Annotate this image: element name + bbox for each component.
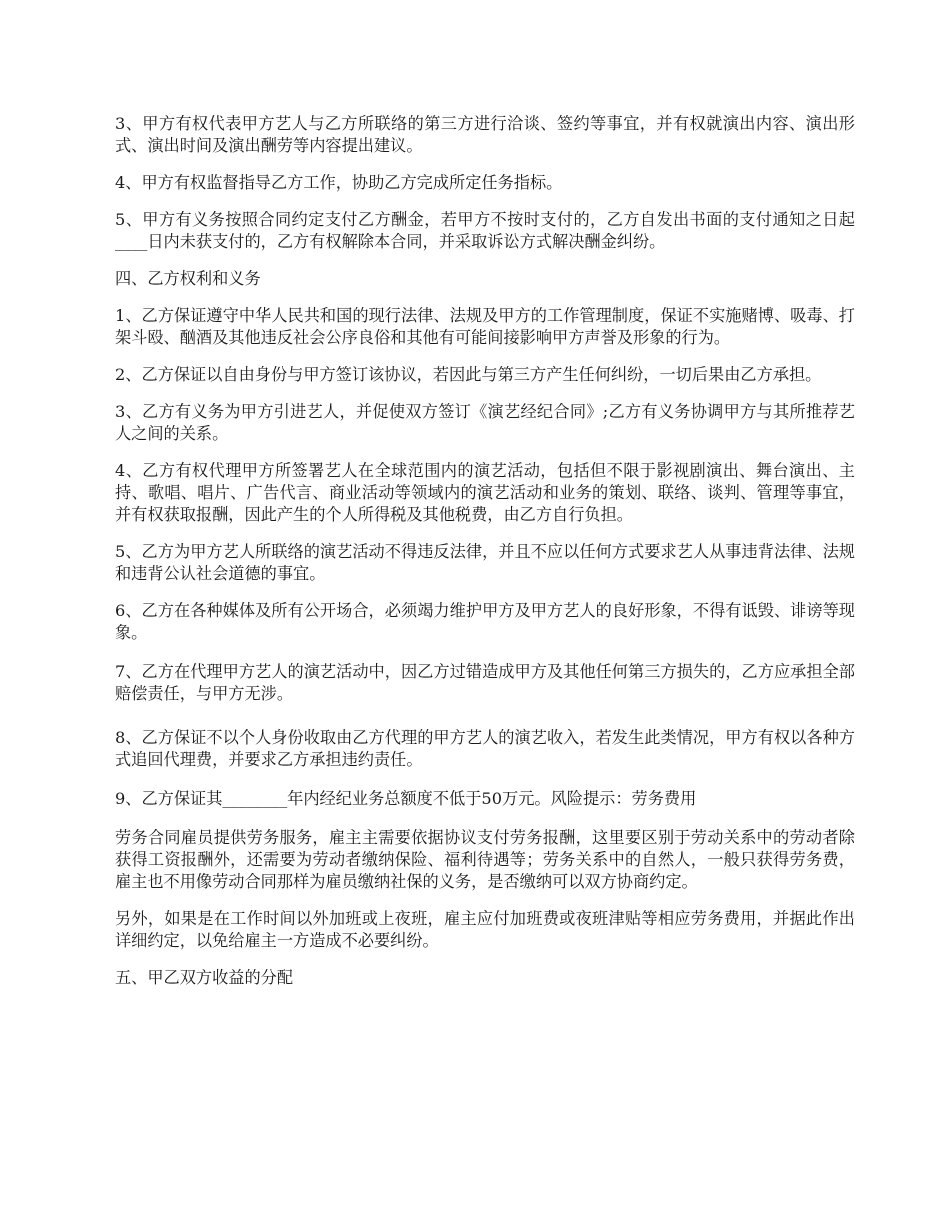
clause-party-a-3: 3、甲方有权代表甲方艺人与乙方所联络的第三方进行洽谈、签约等事宜，并有权就演出内容、演出形式、演出时间及演出酬劳等内容提出建议。	[115, 114, 855, 155]
clause-party-b-6: 6、乙方在各种媒体及所有公开场合，必须竭力维护甲方及甲方艺人的良好形象，不得有诋毁、诽谤等现象。	[115, 601, 855, 642]
document-body	[115, 113, 855, 1004]
section-heading-party-b: 四、乙方权利和义务	[115, 269, 261, 288]
clause-party-b-8: 8、乙方保证不以个人身份收取由乙方代理的甲方艺人的演艺收入，若发生此类情况，甲方有权以各种方式追回代理费，并要求乙方承担违约责任。	[115, 728, 855, 769]
risk-note-overtime: 另外，如果是在工作时间以外加班或上夜班，雇主应付加班费或夜班津贴等相应劳务费用，并据此作出详细约定，以免给雇主一方造成不必要纠纷。	[115, 909, 855, 950]
section-heading-revenue-split: 五、甲乙双方收益的分配	[115, 968, 294, 987]
clause-party-b-7: 7、乙方在代理甲方艺人的演艺活动中，因乙方过错造成甲方及其他任何第三方损失的，乙方应承担全部赔偿责任，与甲方无涉。	[115, 662, 855, 703]
clause-party-a-4: 4、甲方有权监督指导乙方工作，协助乙方完成所定任务指标。	[115, 173, 563, 192]
clause-party-a-5: 5、甲方有义务按照合同约定支付乙方酬金，若甲方不按时支付的，乙方自发出书面的支付通知之日起____日内未获支付的，乙方有权解除本合同，并采取诉讼方式解决酬金纠纷。	[115, 210, 855, 251]
clause-party-b-1: 1、乙方保证遵守中华人民共和国的现行法律、法规及甲方的工作管理制度，保证不实施赌博、吸毒、打架斗殴、酗酒及其他违反社会公序良俗和其他有可能间接影响甲方声誉及形象的行为。	[115, 306, 855, 347]
risk-note-labor-fees: 劳务合同雇员提供劳务服务，雇主主需要依据协议支付劳务报酬，这里要区别于劳动关系中的劳动者除获得工资报酬外，还需要为劳动者缴纳保险、福利待遇等；劳务关系中的自然人，一般只获得劳务费，雇主也不用像劳动合同那样为雇员缴纳社保的义务，是否缴纳可以双方协商约定。	[115, 828, 855, 891]
clause-party-b-3: 3、乙方有义务为甲方引进艺人，并促使双方签订《演艺经纪合同》;乙方有义务协调甲方与其所推荐艺人之间的关系。	[115, 402, 855, 443]
clause-party-b-2: 2、乙方保证以自由身份与甲方签订该协议，若因此与第三方产生任何纠纷，一切后果由乙方承担。	[115, 365, 822, 384]
clause-party-b-9: 9、乙方保证其________年内经纪业务总额度不低于50万元。风险提示：劳务费用	[115, 789, 697, 808]
clause-party-b-5: 5、乙方为甲方艺人所联络的演艺活动不得违反法律，并且不应以任何方式要求艺人从事违背法律、法规和违背公认社会道德的事宜。	[115, 542, 855, 583]
clause-party-b-4: 4、乙方有权代理甲方所签署艺人在全球范围内的演艺活动，包括但不限于影视剧演出、舞台演出、主持、歌唱、唱片、广告代言、商业活动等领域内的演艺活动和业务的策划、联络、谈判、管理等事宜，并有权获取报酬，因此产生的个人所得税及其他税费，由乙方自行负担。	[115, 461, 855, 524]
